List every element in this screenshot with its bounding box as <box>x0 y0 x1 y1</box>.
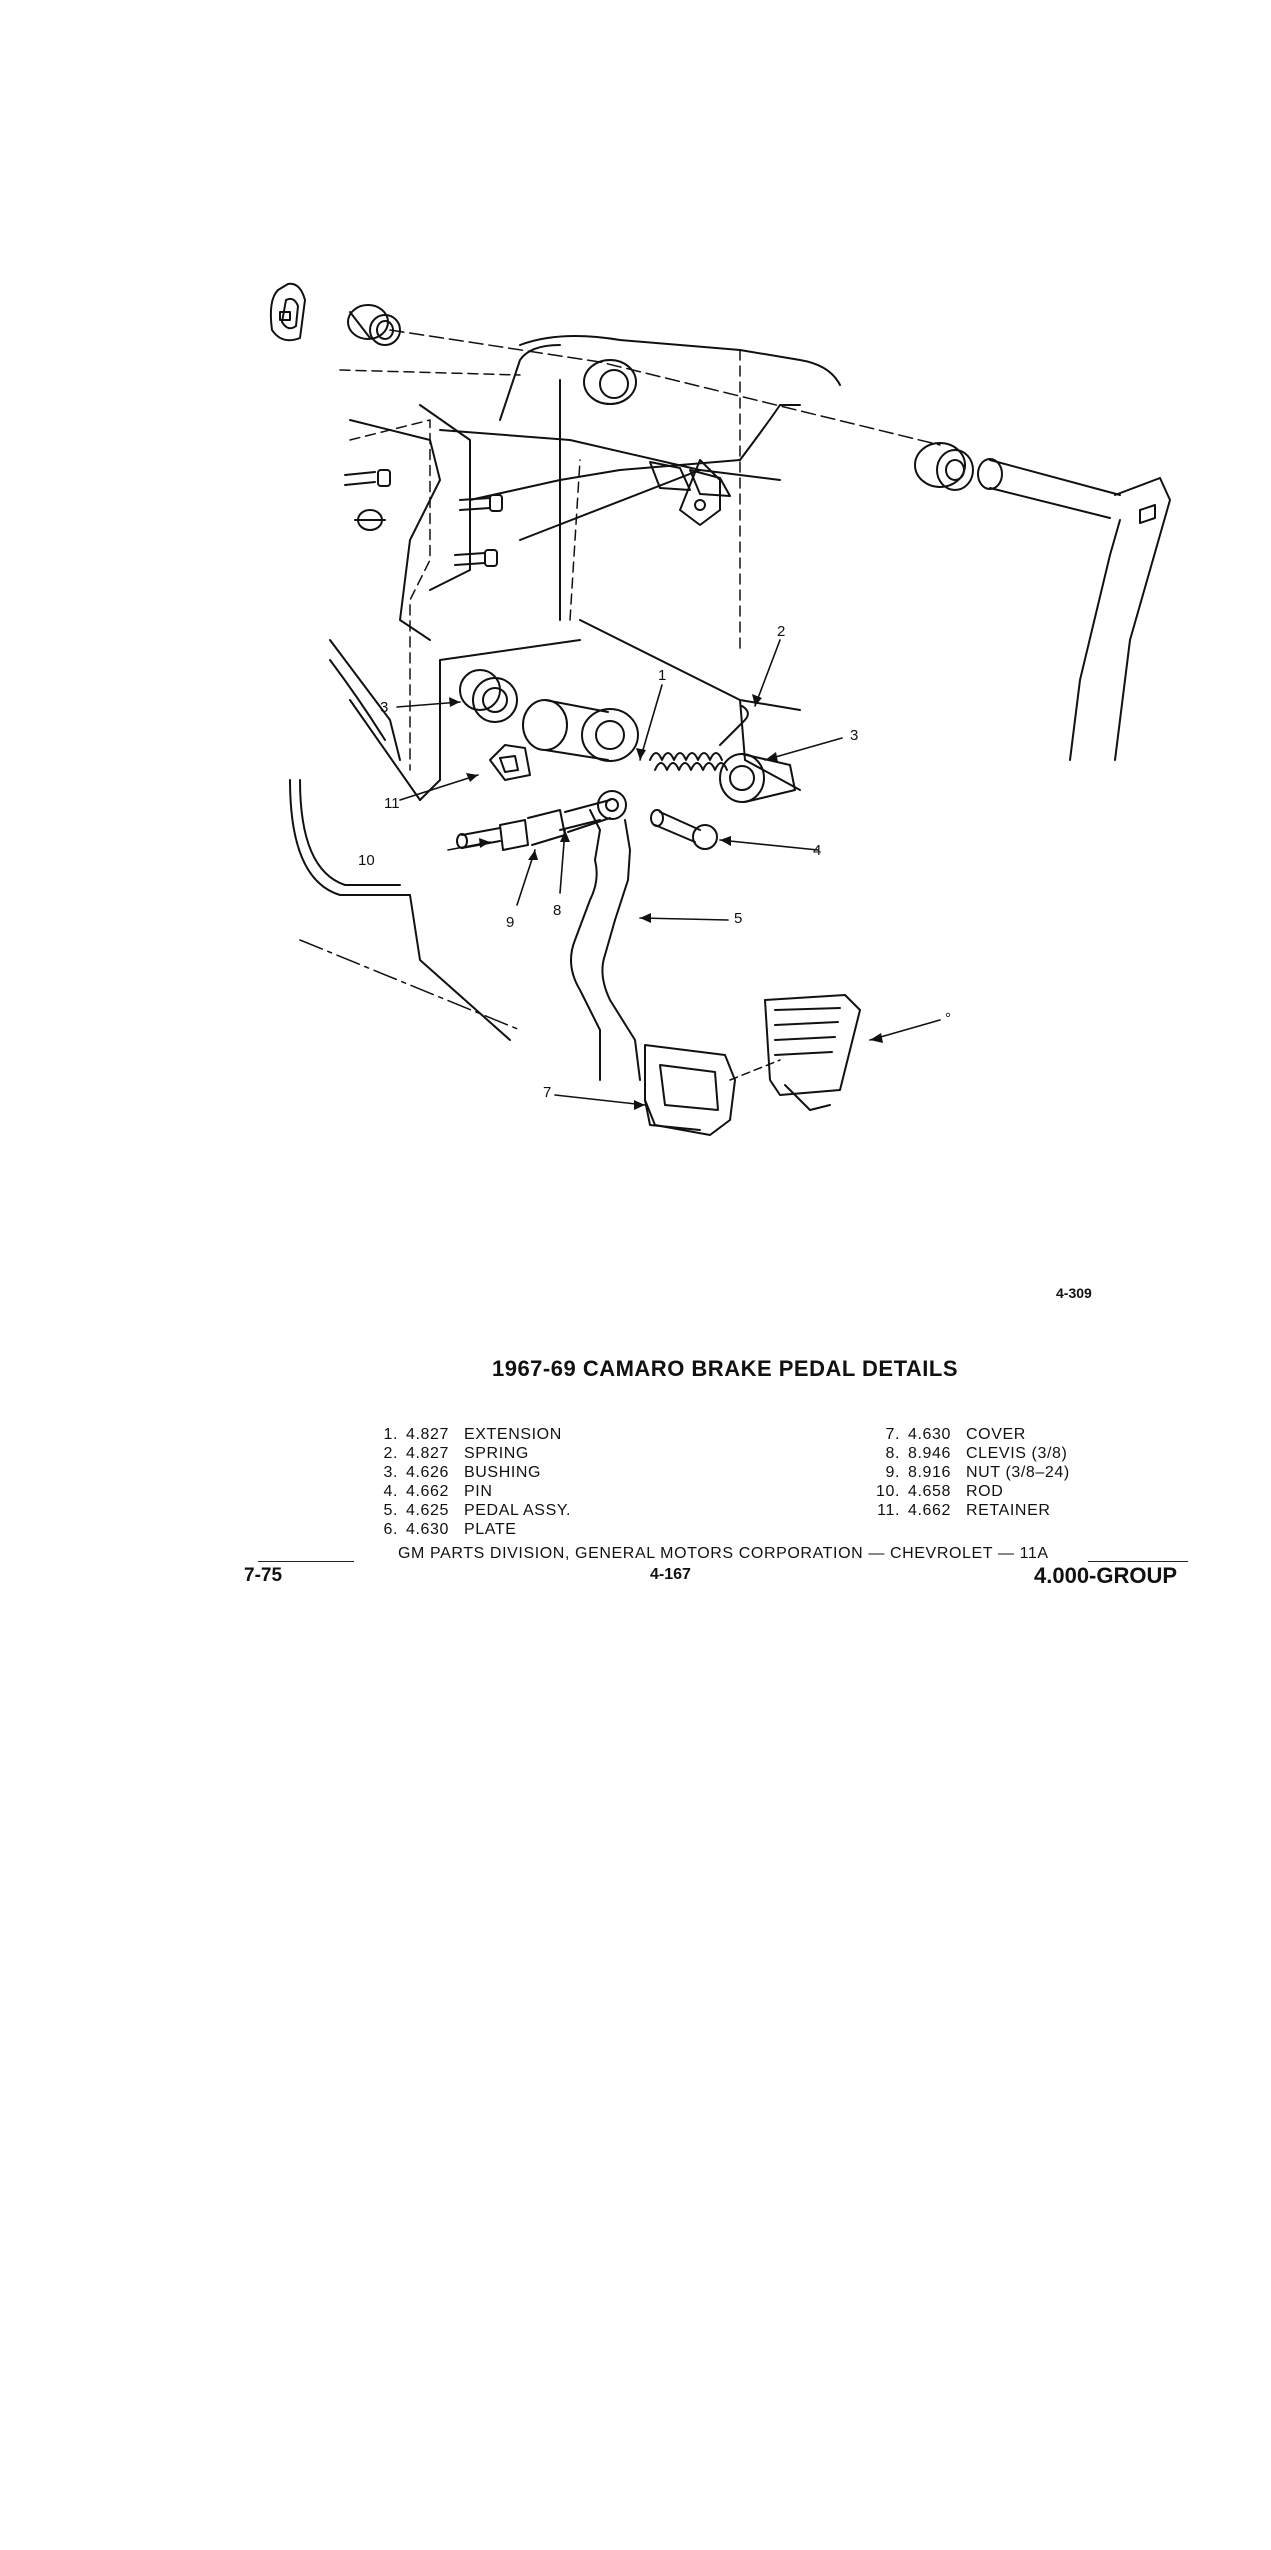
item-number: 11. <box>877 1502 900 1519</box>
bushing-right <box>720 754 795 802</box>
item-description: ROD <box>966 1483 1004 1500</box>
return-spring <box>650 706 748 770</box>
callout-1: 1 <box>658 667 667 684</box>
item-number: 10. <box>875 1483 900 1500</box>
item-description: NUT (3/8–24) <box>966 1464 1070 1481</box>
item-code: 4.662 <box>908 1502 952 1519</box>
item-code: 4.625 <box>406 1502 450 1519</box>
list-item <box>862 1425 1070 1444</box>
callout-11: 11 <box>384 795 400 812</box>
item-code: 4.630 <box>406 1521 450 1538</box>
item-number: 7. <box>885 1426 900 1443</box>
parts-list-left <box>360 1425 571 1539</box>
pedal-arm <box>560 791 640 1080</box>
item-description: PLATE <box>464 1521 517 1538</box>
item-description: EXTENSION <box>464 1426 562 1443</box>
group-number: 4.000-GROUP <box>1034 1563 1178 1588</box>
callout-7: 7 <box>543 1084 552 1101</box>
list-item <box>862 1444 1070 1463</box>
item-description: BUSHING <box>464 1464 542 1481</box>
list-item <box>360 1444 571 1463</box>
item-description: SPRING <box>464 1445 529 1462</box>
item-description: PIN <box>464 1483 493 1500</box>
item-number: 4. <box>383 1483 398 1500</box>
item-number: 5. <box>383 1502 398 1519</box>
item-number: 8. <box>885 1445 900 1462</box>
list-item <box>862 1501 1070 1520</box>
list-item <box>862 1482 1070 1501</box>
list-item <box>360 1482 571 1501</box>
callout-3-left: 3 <box>380 699 389 716</box>
item-code: 4.658 <box>908 1483 952 1500</box>
pedal-plate <box>730 995 860 1110</box>
item-code: 4.662 <box>406 1483 450 1500</box>
item-code: 8.916 <box>908 1464 952 1481</box>
item-number: 1. <box>383 1426 398 1443</box>
mounting-studs <box>345 470 502 566</box>
footer-rule-left <box>258 1561 354 1562</box>
item-description: CLEVIS (3/8) <box>966 1445 1068 1462</box>
item-code: 4.626 <box>406 1464 450 1481</box>
callout-3-right: 3 <box>850 727 859 744</box>
callout-2: 2 <box>777 623 786 640</box>
callout-5: 5 <box>734 910 743 927</box>
parts-list-right <box>862 1425 1070 1520</box>
extension-rod <box>915 443 1170 760</box>
list-item <box>360 1520 571 1539</box>
item-code: 8.946 <box>908 1445 952 1462</box>
item-code: 4.827 <box>406 1426 450 1443</box>
callout-9: 9 <box>506 914 515 931</box>
top-left-bushing <box>348 305 400 345</box>
callout-4: 4 <box>813 842 822 859</box>
pivot-tube <box>523 700 638 761</box>
publisher-line: GM PARTS DIVISION, GENERAL MOTORS CORPORATION — CHEVROLET — 11A <box>398 1545 1049 1562</box>
pedal-pad-cover <box>645 1045 735 1135</box>
bushing-left <box>460 670 517 722</box>
list-item <box>862 1463 1070 1482</box>
list-item <box>360 1425 571 1444</box>
list-item <box>360 1501 571 1520</box>
page-number-left: 7-75 <box>244 1565 283 1586</box>
figure-number: 4-309 <box>1056 1285 1092 1301</box>
item-code: 4.630 <box>908 1426 952 1443</box>
callout-10: 10 <box>358 852 375 869</box>
page-title: 1967-69 CAMARO BRAKE PEDAL DETAILS <box>491 1356 959 1381</box>
list-item <box>360 1463 571 1482</box>
retainer <box>490 745 530 780</box>
item-description: COVER <box>966 1426 1026 1443</box>
callout-6: ° <box>945 1010 951 1027</box>
pedal-pin <box>651 810 717 849</box>
item-description: PEDAL ASSY. <box>464 1502 572 1519</box>
callout-8: 8 <box>553 902 562 919</box>
item-code: 4.827 <box>406 1445 450 1462</box>
page-number-center: 4-167 <box>650 1566 691 1583</box>
item-number: 2. <box>383 1445 398 1462</box>
top-left-clip <box>271 284 305 340</box>
item-number: 9. <box>885 1464 900 1481</box>
item-description: RETAINER <box>966 1502 1051 1519</box>
item-number: 3. <box>383 1464 398 1481</box>
item-number: 6. <box>383 1521 398 1538</box>
pedal-support-bracket <box>350 336 840 800</box>
footer-rule-right <box>1088 1561 1188 1562</box>
